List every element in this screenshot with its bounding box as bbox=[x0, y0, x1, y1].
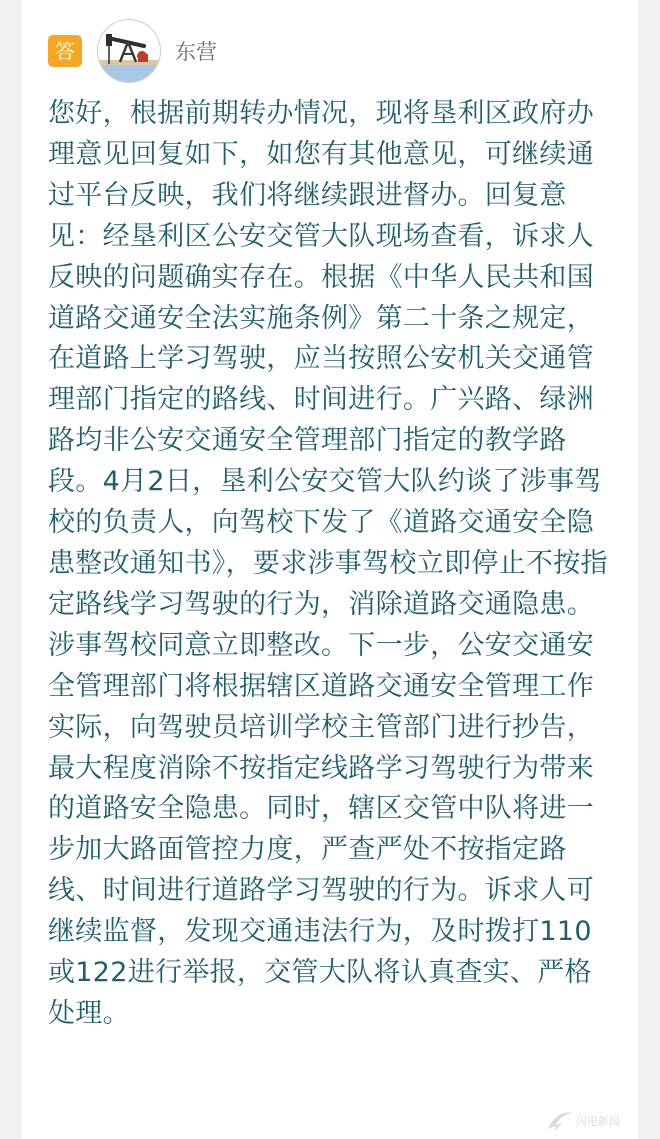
lightning-logo-icon bbox=[544, 1109, 574, 1133]
oil-pumpjack-icon bbox=[98, 20, 160, 82]
answer-badge: 答 bbox=[48, 35, 82, 67]
author-avatar[interactable] bbox=[97, 19, 161, 83]
reply-text: 您好，根据前期转办情况，现将垦利区政府办理意见回复如下，如您有其他意见，可继续通过平台反映，我们将继续跟进督办。回复意见：经垦利区公安交管大队现场查看，诉求人反映的问题确实存在。根据《中华人民共和国道路交通安全法实施条例》第二十条之规定，在道路上学习驾驶，应当按照公安机关交通管理部门指定的路线、时间进行。广兴路、绿洲路均非公安交通安全管理部门指定的教学路段。4月2日，垦利公安交管大队约谈了涉事驾校的负责人，向驾校下发了《道路交通安全隐患整改通知书》，要求涉事驾校立即停止不按指定路线学习驾驶的行为，消除道路交通隐患。涉事驾校同意立即整改。下一步，公安交通安全管理部门将根据辖区道路交通安全管理工作实际，向驾驶员培训学校主管部门进行抄告，最大程度消除不按指定线路学习驾驶行为带来的道路安全隐患。同时，辖区交管中队将进一步加大路面管控力度，严查严处不按指定路线、时间进行道路学习驾驶的行为。诉求人可继续监督，发现交通违法行为，及时拨打110或122进行举报，交管大队将认真查实、严格处理。 bbox=[48, 98, 608, 1029]
reply-card bbox=[22, 0, 638, 1139]
author-name[interactable]: 东营 bbox=[175, 40, 217, 64]
watermark bbox=[544, 1109, 620, 1133]
answer-header bbox=[48, 20, 217, 82]
watermark-text: 闪电新闻 bbox=[576, 1115, 620, 1128]
